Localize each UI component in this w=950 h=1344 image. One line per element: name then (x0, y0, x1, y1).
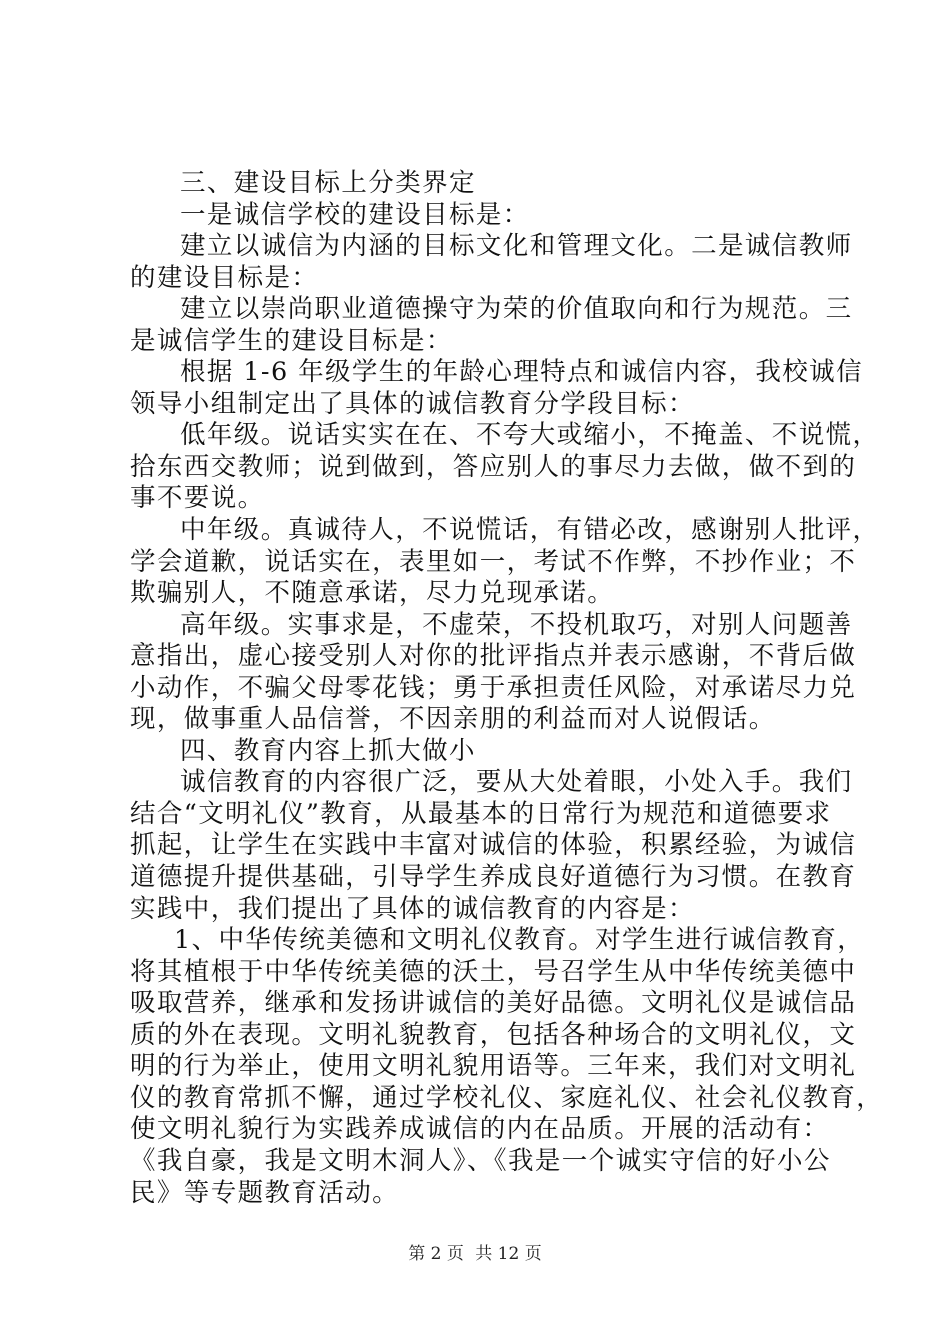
text-line: 结合“文明礼仪”教育，从最基本的日常行为规范和道德要求 (130, 798, 832, 829)
text-line: 高年级。实事求是，不虚荣，不投机取巧，对别人问题善 (180, 609, 853, 640)
text-line: 中年级。真诚待人，不说慌话，有错必改，感谢别人批评， (180, 515, 880, 546)
text-line: 吸取营养，继承和发扬讲诚信的美好品德。文明礼仪是诚信品 (130, 988, 857, 1019)
page-footer (0, 1243, 950, 1265)
text-line: 仪的教育常抓不懈，通过学校礼仪、家庭礼仪、社会礼仪教育， (130, 1082, 884, 1113)
text-line: 道德提升提供基础，引导学生养成良好道德行为习惯。在教育 (130, 862, 857, 893)
text-line: 根据 1-6 年级学生的年龄心理特点和诚信内容，我校诚信 (180, 357, 863, 388)
text-line: 小动作，不骗父母零花钱；勇于承担责任风险，对承诺尽力兑 (130, 672, 857, 703)
text-line: 的建设目标是： (130, 262, 319, 293)
page-number: 第 2 页 (408, 1244, 464, 1264)
text-line: 实践中，我们提出了具体的诚信教育的内容是： (130, 893, 695, 924)
text-line: 是诚信学生的建设目标是： (130, 325, 453, 356)
text-line: 一是诚信学校的建设目标是： (180, 199, 530, 230)
text-line: 将其植根于中华传统美德的沃土，号召学生从中华传统美德中 (130, 956, 857, 987)
text-line: 使文明礼貌行为实践养成诚信的内在品质。开展的活动有： (130, 1114, 830, 1145)
text-line: 学会道歉，说话实在，表里如一，考试不作弊，不抄作业；不 (130, 546, 857, 577)
text-line: 1、中华传统美德和文明礼仪教育。对学生进行诚信教育， (174, 925, 865, 956)
text-line: 民》等专题教育活动。 (130, 1177, 400, 1208)
text-line: 拾东西交教师；说到做到，答应别人的事尽力去做，做不到的 (130, 451, 857, 482)
text-line: 建立以崇尚职业道德操守为荣的价值取向和行为规范。三 (180, 294, 853, 325)
text-line: 欺骗别人，不随意承诺，尽力兑现承诺。 (130, 578, 615, 609)
text-line: 《我自豪，我是文明木洞人》、《我是一个诚实守信的好小公 (130, 1145, 831, 1176)
section-heading: 三、建设目标上分类界定 (180, 168, 476, 198)
text-line: 明的行为举止，使用文明礼貌用语等。三年来，我们对文明礼 (130, 1051, 857, 1082)
text-line: 抓起，让学生在实践中丰富对诚信的体验，积累经验，为诚信 (130, 830, 857, 861)
document-body (130, 168, 884, 1209)
text-line: 领导小组制定出了具体的诚信教育分学段目标： (130, 388, 695, 419)
text-line: 事不要说。 (130, 483, 265, 514)
text-line: 建立以诚信为内涵的目标文化和管理文化。二是诚信教师 (180, 231, 853, 262)
section-heading: 四、教育内容上抓大做小 (180, 735, 476, 766)
text-line: 意指出，虚心接受别人对你的批评指点并表示感谢，不背后做 (130, 641, 857, 672)
page-total: 共 12 页 (475, 1244, 542, 1264)
text-line: 诚信教育的内容很广泛，要从大处着眼，小处入手。我们 (180, 767, 853, 798)
text-line: 现，做事重人品信誉，不因亲朋的利益而对人说假话。 (130, 704, 776, 735)
text-line: 质的外在表现。文明礼貌教育，包括各种场合的文明礼仪，文 (130, 1019, 857, 1050)
text-line: 低年级。说话实实在在、不夸大或缩小，不掩盖、不说慌， (180, 420, 880, 451)
